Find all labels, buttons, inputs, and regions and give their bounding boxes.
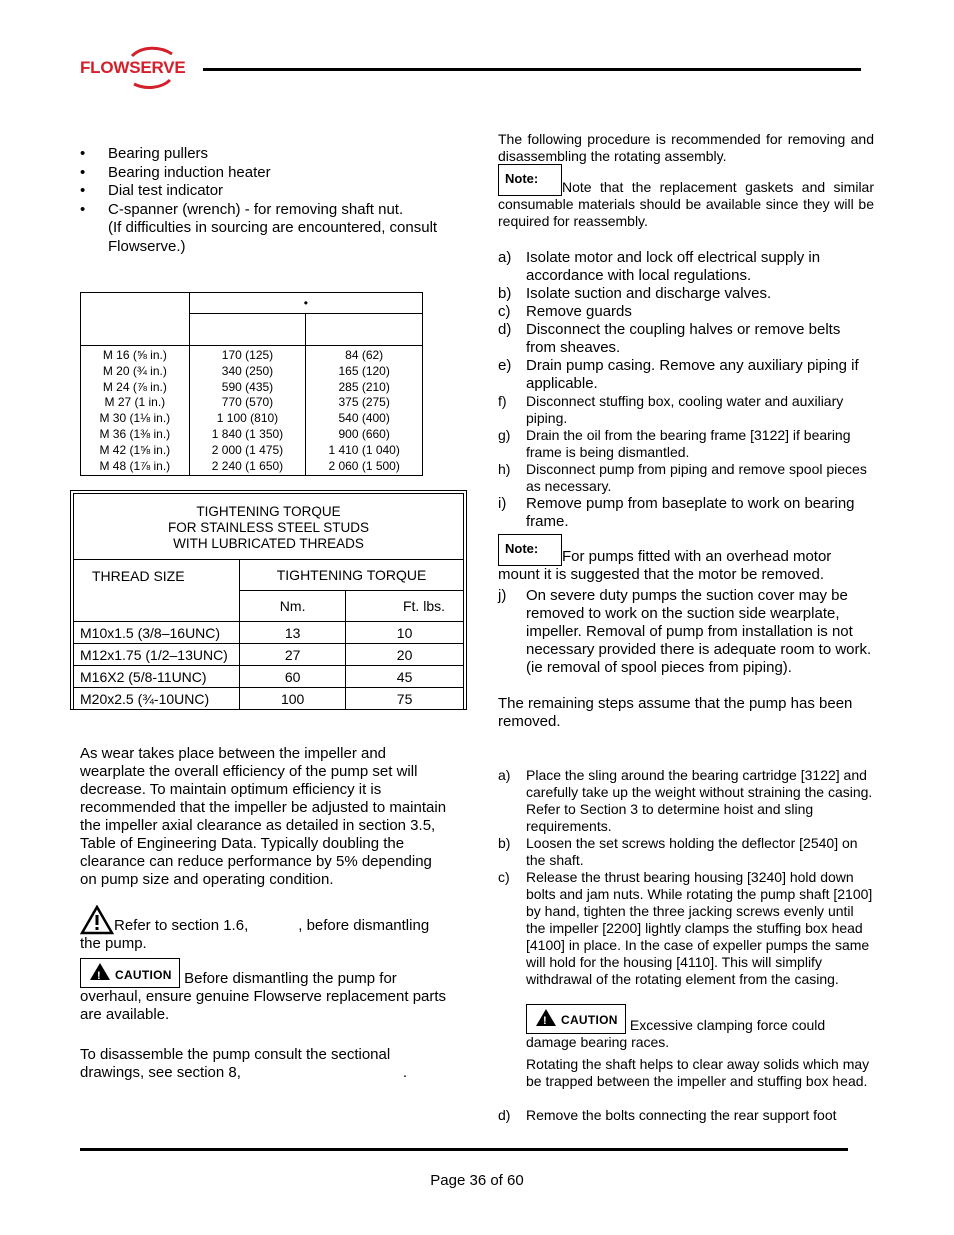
wear-paragraph: As wear takes place between the impeller and wearplate the overall efficiency of the pump set will decrease. To maintain optimum efficiency it is recommended that the impeller be adjusted to maintain the impeller axial clearance as detailed in section 3.5, Table of Engineering Data. Typically doubling the clearance can reduce performance by 5% depending on pump size and operating condition. [80, 745, 447, 888]
list-item: e) Drain pump casing. Remove any auxiliary piping if applicable. [498, 357, 859, 392]
note-badge: Note: [498, 534, 562, 566]
caution-triangle-icon [536, 1009, 556, 1026]
torque-column-a: 170 (125) 340 (250) 590 (435) 770 (570) 1 100 (810) 1 840 (1 350) 2 000 (1 475) 2 240 (1 650) [189, 346, 306, 476]
caution-badge: ! CAUTION [526, 1004, 626, 1034]
rotating-paragraph: Rotating the shaft helps to clear away solids which may be trapped between the impeller and stuffing box head. [526, 1056, 870, 1089]
header-rule [203, 68, 861, 71]
page-number: Page 36 of 60 [430, 1172, 524, 1189]
caution-paragraph-right: ! CAUTION Excessive clamping force could damage bearing races. [526, 1004, 874, 1051]
list-item: c) Remove guards [498, 303, 632, 320]
flowserve-logo [80, 44, 198, 90]
note-paragraph-1: Note: Note that the replacement gaskets and similar consumable materials should be available since they will be required for reassembly. [498, 164, 874, 230]
list-item: • C-spanner (wrench) - for removing shaft nut. (If difficulties in sourcing are encountered, consult Flowserve.) [80, 200, 438, 255]
list-item: d) Disconnect the coupling halves or remove belts from sheaves. [498, 321, 841, 356]
list-item: • Bearing pullers [80, 145, 209, 162]
note-badge: Note: [498, 164, 562, 196]
torque-table-stainless [70, 490, 467, 710]
tools-list [80, 145, 455, 256]
removal-steps [498, 767, 874, 988]
torque-column-b: 84 (62) 165 (120) 285 (210) 375 (275) 540 (400) 900 (660) 1 410 (1 040) 2 060 (1 500) [306, 346, 423, 476]
list-item: a) Isolate motor and lock off electrical supply in accordance with local regulations. [498, 249, 821, 284]
caution-badge: ! CAUTION [80, 958, 180, 988]
remaining-paragraph: The remaining steps assume that the pump has been removed. [498, 695, 853, 730]
step-d [498, 1107, 874, 1124]
list-item: j) On severe duty pumps the suction cover may be removed to work on the suction side wearplate, impeller. Removal of pump from installation is not necessary provided there is adequate room to work. (ie removal of spool pieces from piping). [498, 587, 872, 676]
warning-triangle-icon [80, 905, 114, 935]
caution-paragraph-left: ! CAUTION Before dismantling the pump for overhaul, ensure genuine Flowserve replacement parts are available. [80, 958, 452, 1024]
step-j [498, 587, 874, 677]
footer-rule [80, 1148, 848, 1151]
caution-triangle-icon [90, 963, 110, 980]
table-row: M12x1.75 (1/2–13UNC) 27 20 [74, 644, 464, 666]
note-paragraph-2: Note: For pumps fitted with an overhead motor mount it is suggested that the motor be removed. [498, 534, 874, 584]
unit-nm: Nm. [240, 591, 346, 622]
procedure-steps [498, 249, 874, 531]
list-item: b) Isolate suction and discharge valves. [498, 285, 772, 302]
table-header-dot: • [189, 293, 422, 314]
list-item: a) Place the sling around the bearing cartridge [3122] and carefully take up the weight without straining the casing. Refer to Section 3 to determine hoist and sling requirements. [498, 767, 873, 834]
table-row: M20x2.5 (¾-10UNC) 100 75 [74, 688, 464, 710]
unit-ft: Ft. lbs. [346, 591, 464, 622]
consult-paragraph: To disassemble the pump consult the sectional drawings, see section 8, . [80, 1046, 408, 1081]
brand-name: FLOWSERVE [80, 58, 186, 77]
list-item: • Dial test indicator [80, 182, 224, 199]
list-item: b) Loosen the set screws holding the deflector [2540] on the shaft. [498, 835, 858, 868]
list-item: f) Disconnect stuffing box, cooling water and auxiliary piping. [498, 393, 844, 426]
thread-size-column: M 16 (⅝ in.) M 20 (¾ in.) M 24 (⅞ in.) M 27 (1 in.) M 30 (1⅛ in.) M 36 (1⅜ in.) M 42 (1⅝ in.) M 48 (1⅞ in.) [81, 346, 190, 476]
list-item: g) Drain the oil from the bearing frame [3122] if bearing frame is being dismantled. [498, 427, 851, 460]
list-item: d) Remove the bolts connecting the rear support foot [498, 1107, 837, 1123]
col-torque: TIGHTENING TORQUE [240, 560, 464, 591]
list-item: c) Release the thrust bearing housing [3240] hold down bolts and jam nuts. While rotating the pump shaft [2100] by hand, tighten the three jacking screws evenly until the impeller [2200] lightly clamps the stuffing box head [4100] in place. In the case of expeller pumps the same will hold for the housing [4110]. This will simplify withdrawal of the rotating element from the casing. [498, 869, 873, 987]
torque-table-carbon [80, 292, 423, 476]
list-item: • Bearing induction heater [80, 163, 271, 181]
intro-paragraph: The following procedure is recommended for removing and disassembling the rotating assembly. [498, 131, 874, 164]
col-thread-size: THREAD SIZE [74, 560, 240, 622]
table-title: TIGHTENING TORQUE FOR STAINLESS STEEL STUDS WITH LUBRICATED THREADS [74, 494, 464, 560]
list-item: i) Remove pump from baseplate to work on bearing frame. [498, 495, 855, 530]
refer-paragraph: Refer to section 1.6, , before dismantling the pump. [80, 905, 452, 953]
list-item: h) Disconnect pump from piping and remove spool pieces as necessary. [498, 461, 867, 494]
table-row: M10x1.5 (3/8–16UNC) 13 10 [74, 622, 464, 644]
table-row: M16X2 (5/8-11UNC) 60 45 [74, 666, 464, 688]
